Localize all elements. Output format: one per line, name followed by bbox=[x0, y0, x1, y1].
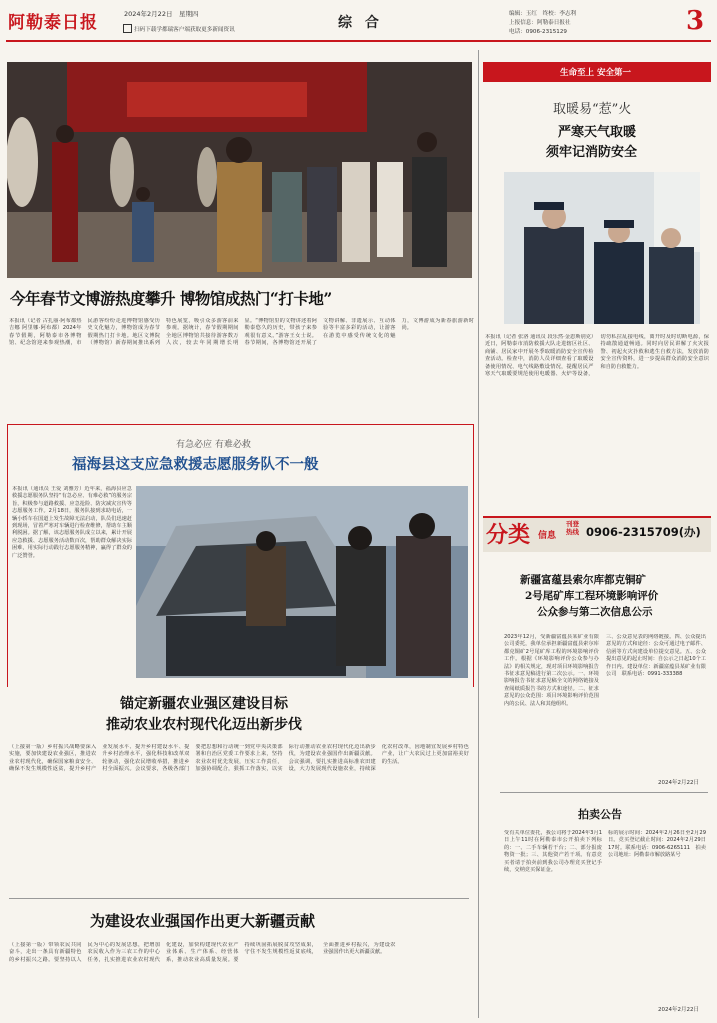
qr-icon bbox=[123, 24, 132, 33]
rescue-kicker: 有急必应 有难必救 bbox=[176, 440, 251, 450]
hotline-number: 0906-2315709(办) bbox=[586, 525, 701, 539]
main-story-body: 本报讯（记者 古扎丽·阿布都热吉娜 阿里娜·阿布都）2024年春节假期，阿勒泰市各博物馆、纪念馆迎来参观热潮，市民游客纷纷走进博物馆感受历史文化魅力，博物馆成为春节假期热门打卡地。地区文博院（博物馆）新春期间推出系列特色展览，吸引众多游客前来参观。据统计，春节假期期间全地区博物馆共接待游客数万人次，较去年同期增长明显。“博物馆里的文物讲述着阿勒泰悠久的历史，带孩子来参观很有意义。”游客王女士说。春节期间，各博物馆还开展了文物讲解、非遗展示、互动体验等丰富多彩的活动，让游客在游览中感受传统文化的魅力，文博游成为新春旅游新时尚。 bbox=[9, 318, 474, 347]
rescue-story-body: 本报讯（通讯员 王爱 刘雅芳）近年来，福海县应急救援志愿服务队坚持“有急必应、有难必救”的服务宗旨，积极参与道路救援、应急抢险、防灾减灾宣传等志愿服务工作。2月18日，服务队接到求助电话，一辆小轿车在国道上发生故障无法启动，队员们迅速赶到现场，冒着严寒对车辆进行检查维修，帮助车主顺利脱困。据了解，该志愿服务队成立以来，累计开展应急救援、志愿服务活动数百次，帮助群众解决实际困难，用实际行动践行志愿服务精神，赢得了群众的广泛赞誉。 bbox=[12, 486, 132, 559]
main-headline: 今年春节文博游热度攀升 博物馆成热门“打卡地” bbox=[10, 289, 332, 308]
auction-date: 2024年2月22日 bbox=[658, 1007, 699, 1013]
side-story-body: 本报讯（记者 张洛 通讯员 段乐然·金恩斯别克）近日，阿勒泰市消防救援大队走进辖区社区、商铺、居民家中开展冬季取暖消防安全宣传检查活动。检查中，消防人员详细查看了取暖设备使用情况、电气线路敷设情况，提醒居民严寒天气取暖要规范使用电暖器、火炉等设备，切勿私拉乱接电线，离开时及时切断电源，保持疏散通道畅通。同时向居民讲解了火灾报警、初起火灾扑救和逃生自救方法，发放消防安全宣传资料，进一步提高群众消防安全意识和自防自救能力。 bbox=[485, 334, 709, 378]
agri-story-body: （上接第一版）乡村振兴战略要深入实施，要加快建设农业强区，推进农业农村现代化，确保国家粮食安全、确保不发生规模性返贫，提升乡村产业发展水平、提升乡村建设水平、提升乡村治理水平，强化科技和改革双轮驱动，强化农民增收举措，推进乡村全面振兴。会议要求，各级各部门要把思想和行动统一到党中央决策部署和自治区党委工作要求上来，坚持农业农村优先发展，压实工作责任，加强协调配合，狠抓工作落实，以实际行动推动农业农村现代化迈出新步伐，为建设农业强国作出新疆贡献。会议强调，要扎实推进高标准农田建设，大力发展现代设施农业，持续深化农村改革，因地制宜发展乡村特色产业，让广大农民过上更加富裕美好的生活。 bbox=[9, 744, 469, 773]
notice-body-right: 三、公众意见表的网络链接。四、公众提出意见的方式和途径：公众可通过电子邮件、信函等方式向建设单位提交意见。五、公众提出意见的起止时间：自公示之日起10个工作日内。建设单位：新疆富蕴县某矿业有限公司 联系电话：0991-333388 bbox=[606, 634, 706, 678]
rescue-headline: 福海县这支应急救援志愿服务队不一般 bbox=[72, 456, 319, 473]
agri-rule bbox=[9, 898, 469, 899]
museum-photo-image bbox=[7, 62, 472, 278]
rescue-photo bbox=[136, 486, 468, 678]
side-headline-2: 须牢记消防安全 bbox=[546, 145, 638, 160]
side-headline-1: 严寒天气取暖 bbox=[558, 125, 637, 140]
qr-note: 扫码下载学都瑞客户端获取更多新闻资讯 bbox=[134, 27, 235, 33]
notice-title-1: 新疆富蕴县索尔库都克铜矿 bbox=[520, 574, 646, 586]
section-title: 综 合 bbox=[338, 15, 383, 31]
notice-title-3: 公众参与第二次信息公示 bbox=[537, 606, 653, 618]
contribution-story-body: （上接第一版）带领农民共同奋斗，走出一条具有新疆特色的乡村振兴之路。要坚持以人民为中心的发展思想，把增加农民收入作为三农工作的中心任务，扎实推进农业农村现代化建设，加快构建现代农业产业体系、生产体系、经营体系，推动农业高质量发展。要持续巩固拓展脱贫攻坚成果，守住不发生规模性返贫底线，全面推进乡村振兴，为建设农业强国作出更大新疆贡献。 bbox=[9, 942, 396, 963]
masthead-date: 2024年2月22日 星期四 bbox=[124, 10, 199, 18]
phone-line: 电话：0906-2315129 bbox=[509, 29, 567, 35]
auction-body-left: 受有关单位委托，我公司将于2024年3月1日上午11时在阿勒泰市公开拍卖下列标的：一、二手车辆若干台；二、部分报废物资一批；三、其他资产若干项。有意竞买者请于拍卖前到我公司办理竞买登记手续，交纳竞买保证金。 bbox=[504, 830, 602, 874]
editor-line: 编辑：玉红 终校：李志利 bbox=[509, 11, 577, 17]
fire-safety-photo bbox=[504, 172, 700, 324]
classifieds-label: 分类 bbox=[486, 522, 531, 548]
fire-safety-photo-image bbox=[504, 172, 700, 324]
museum-photo bbox=[7, 62, 472, 278]
masthead bbox=[0, 0, 717, 46]
notice-title-2: 2号尾矿库工程环境影响评价 bbox=[525, 590, 659, 602]
page-number: 3 bbox=[686, 6, 705, 36]
agri-headline-2: 推动农业农村现代化迈出新步伐 bbox=[106, 717, 302, 733]
auction-title: 拍卖公告 bbox=[578, 808, 622, 821]
auction-body-right: 标的展示时间：2024年2月26日至2月29日。竞买登记截止时间：2024年2月29日17时。联系电话：0906-6265111 拍卖公司地址：阿勒泰市解放路某号 bbox=[608, 830, 706, 859]
column-divider bbox=[478, 50, 479, 1018]
side-kicker: 生命至上 安全第一 bbox=[560, 68, 631, 78]
rescue-photo-image bbox=[136, 486, 468, 678]
classifieds-sub: 信息 bbox=[538, 531, 557, 541]
notice-rule bbox=[500, 792, 708, 793]
side-subtitle: 取暖易“惹”火 bbox=[553, 102, 632, 117]
hotline-label: 刊登热线 bbox=[566, 520, 579, 536]
agri-headline-1: 锚定新疆农业强区建设目标 bbox=[120, 696, 288, 712]
notice-body-left: 2023年12月，受新疆富蕴县某矿业有限公司委托，我单位承担新疆富蕴县索尔库都克铜矿2号尾矿库工程的环境影响评价工作。根据《环境影响评价公众参与办法》的相关规定，现对项目环境影响报告书征求意见稿进行第二次公示。一、环境影响报告书征求意见稿全文的网络链接及查阅纸质报告书的方式和途径。二、征求意见的公众范围：项目环境影响评价范围内的公民、法人和其他组织。 bbox=[504, 634, 599, 707]
reporter-line: 上报信息：阿勒泰日报社 bbox=[509, 20, 571, 26]
masthead-rule bbox=[6, 40, 711, 42]
contribution-headline: 为建设农业强国作出更大新疆贡献 bbox=[90, 912, 316, 930]
newspaper-logo: 阿勒泰日报 bbox=[8, 13, 98, 33]
notice-date: 2024年2月22日 bbox=[658, 780, 699, 786]
